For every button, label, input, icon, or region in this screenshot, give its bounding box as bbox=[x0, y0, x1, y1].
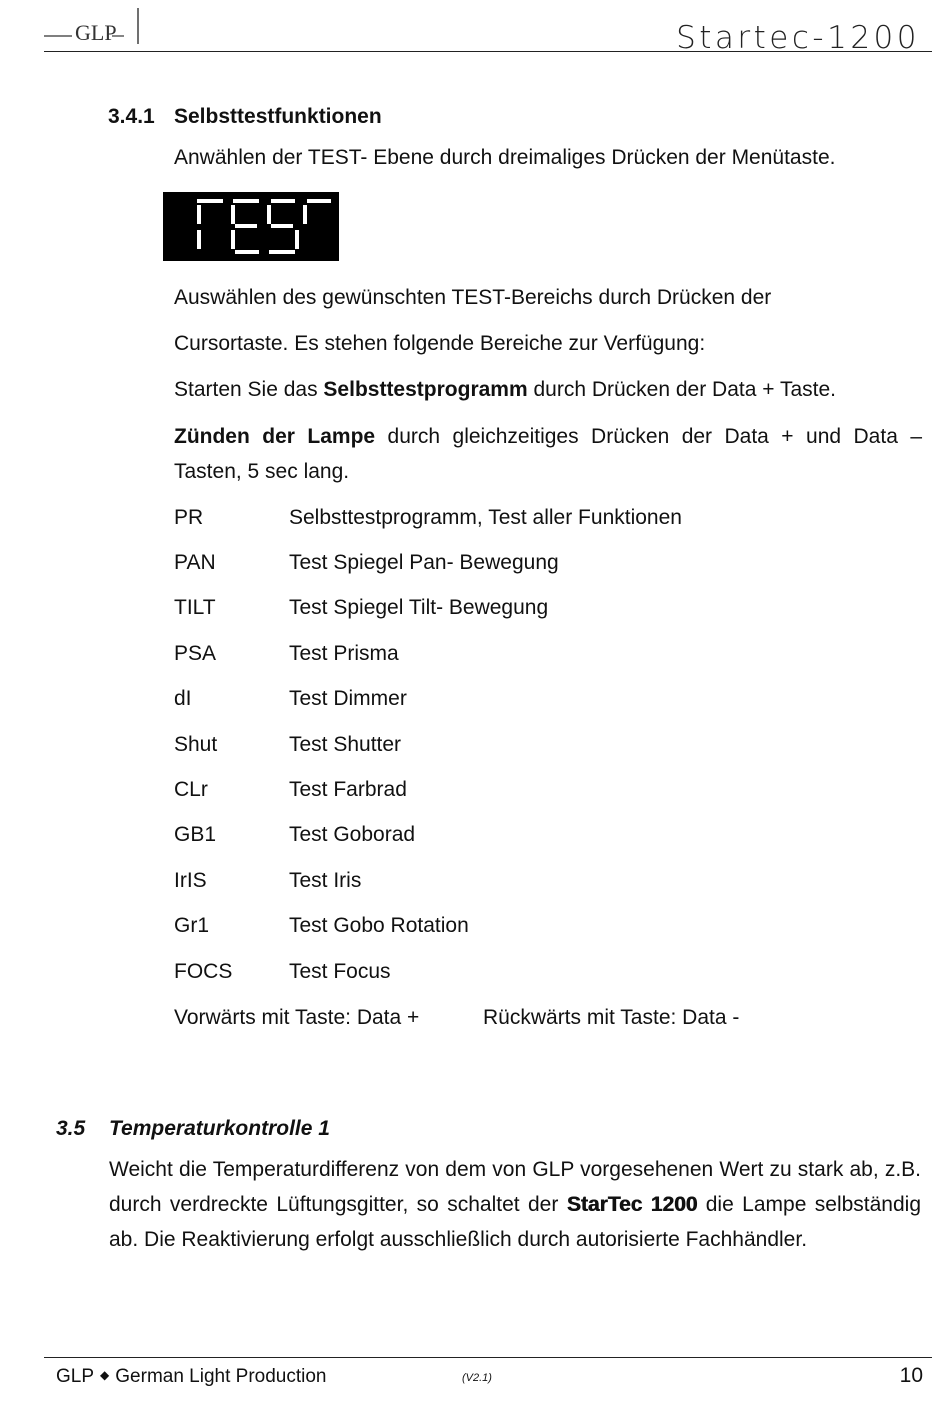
footer-divider bbox=[44, 1357, 932, 1358]
test-code: Shut bbox=[174, 733, 218, 756]
test-description: Test Dimmer bbox=[289, 687, 407, 710]
start-bold: Selbsttestprogramm bbox=[323, 378, 528, 401]
test-code: dI bbox=[174, 687, 192, 710]
diamond-separator-icon: ◆ bbox=[100, 1368, 110, 1382]
section-number: 3.4.1 bbox=[108, 105, 155, 128]
test-code: GB1 bbox=[174, 823, 217, 846]
product-name: StarTec 1200 bbox=[566, 1193, 698, 1216]
paragraph-text: die Lampe selbständig ab. Die Reaktivierung erfolgt ausschließlich durch autorisierte Fachhändler. bbox=[109, 1193, 922, 1251]
section-title: Temperaturkontrolle 1 bbox=[109, 1117, 330, 1140]
logo-text: GLP bbox=[75, 20, 117, 45]
start-suffix: durch Drücken der Data + Taste. bbox=[527, 378, 836, 401]
test-description: Test Shutter bbox=[289, 733, 402, 756]
select-instruction-line2: Cursortaste. Es stehen folgende Bereiche zur Verfügung: bbox=[174, 332, 706, 355]
ignite-instruction bbox=[174, 419, 922, 489]
start-instruction bbox=[174, 378, 836, 402]
section-title: Selbsttestfunktionen bbox=[174, 105, 382, 128]
test-description: Test Spiegel Tilt- Bewegung bbox=[289, 596, 549, 619]
paragraph-text: Weicht die Temperaturdifferenz von dem von GLP vorgesehenen Wert zu stark ab, z.B. durch verdreckte Lüftungsgitter, so schaltet der bbox=[109, 1158, 921, 1216]
test-code: IrIS bbox=[174, 869, 207, 892]
display-test-glyphs bbox=[163, 192, 339, 261]
test-code: Gr1 bbox=[174, 914, 210, 937]
page-number: 10 bbox=[899, 1364, 923, 1387]
footer-company bbox=[56, 1366, 327, 1388]
test-code: FOCS bbox=[174, 960, 233, 983]
test-code: PR bbox=[174, 506, 204, 529]
test-description: Test Spiegel Pan- Bewegung bbox=[289, 551, 559, 574]
forward-instruction: Vorwärts mit Taste: Data + bbox=[174, 1006, 420, 1029]
test-description: Test Iris bbox=[289, 869, 362, 892]
select-instruction-line1: Auswählen des gewünschten TEST-Bereichs durch Drücken der bbox=[174, 286, 772, 309]
temperature-paragraph bbox=[109, 1152, 921, 1257]
test-code: CLr bbox=[174, 778, 208, 801]
version-label: (V2.1) bbox=[462, 1372, 492, 1384]
test-description: Test Gobo Rotation bbox=[289, 914, 469, 937]
seven-segment-display bbox=[163, 192, 339, 261]
company-short: GLP bbox=[56, 1366, 95, 1387]
test-code: PSA bbox=[174, 642, 217, 665]
ignite-bold: Zünden der Lampe bbox=[174, 425, 376, 448]
test-description: Test Focus bbox=[289, 960, 391, 983]
test-code: PAN bbox=[174, 551, 216, 574]
test-description: Test Prisma bbox=[289, 642, 399, 665]
intro-text: Anwählen der TEST- Ebene durch dreimaliges Drücken der Menütaste. bbox=[174, 146, 836, 169]
section-number: 3.5 bbox=[56, 1117, 86, 1140]
document-title: Startec-1200 bbox=[676, 20, 920, 56]
test-code: TILT bbox=[174, 596, 216, 619]
glp-logo bbox=[42, 6, 142, 48]
backward-instruction: Rückwärts mit Taste: Data - bbox=[483, 1006, 740, 1029]
company-full: German Light Production bbox=[115, 1366, 327, 1387]
header-divider bbox=[44, 51, 932, 52]
test-description: Test Goborad bbox=[289, 823, 416, 846]
test-description: Test Farbrad bbox=[289, 778, 407, 801]
test-description: Selbsttestprogramm, Test aller Funktionen bbox=[289, 506, 682, 529]
ignite-text: durch gleichzeitiges Drücken der Data + und Data – Tasten, 5 sec lang. bbox=[174, 425, 922, 483]
start-prefix: Starten Sie das bbox=[174, 378, 324, 401]
